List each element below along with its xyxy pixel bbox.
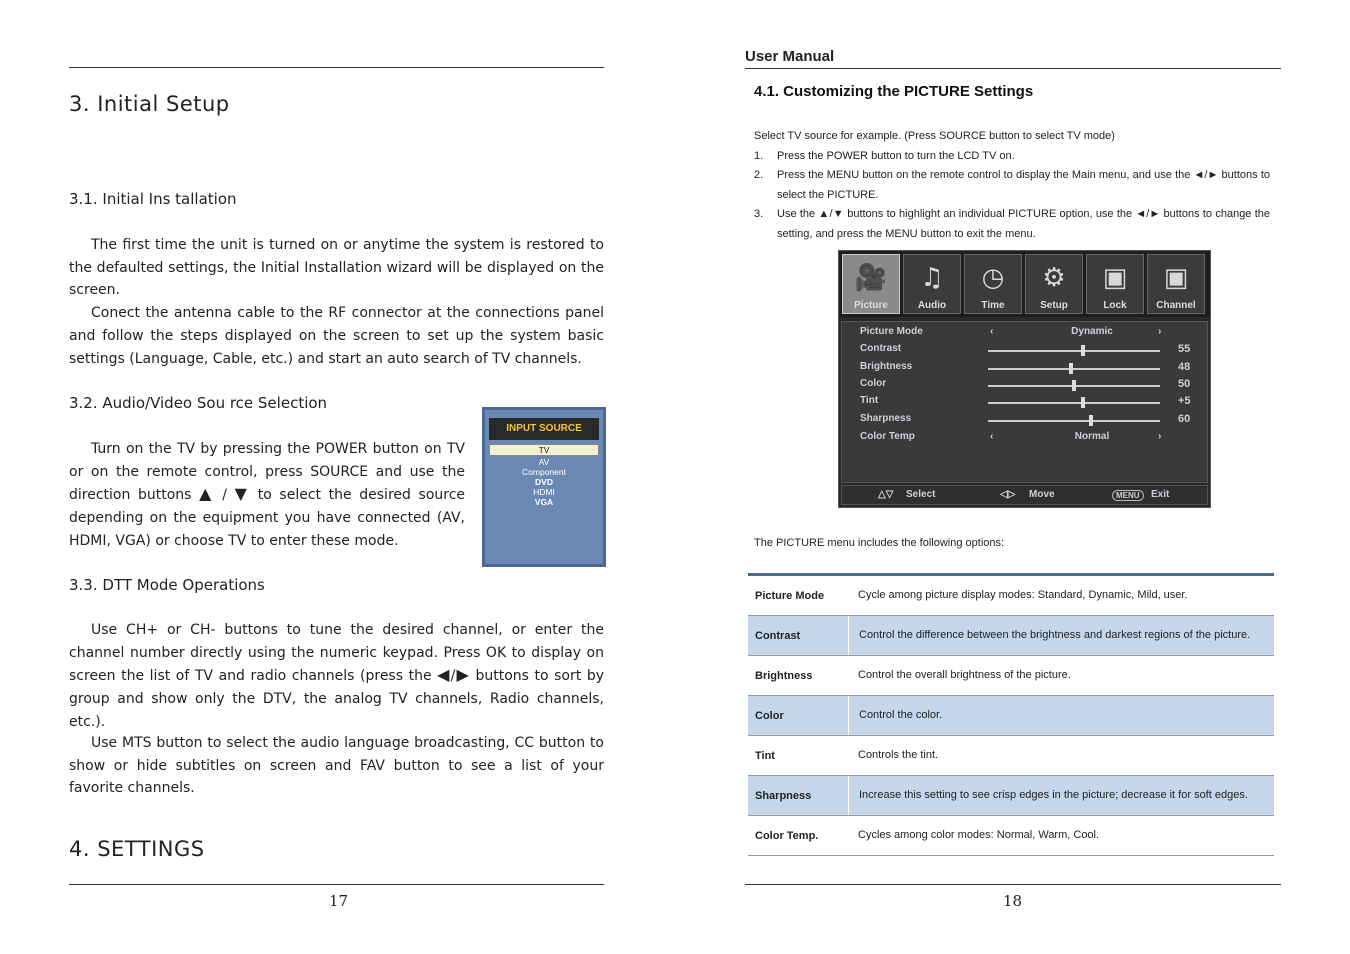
tv-menu-body [841, 321, 1208, 483]
option-description: Control the overall brightness of the picture. [858, 669, 1071, 681]
footer-menu-key: MENU [1112, 490, 1144, 501]
step-text: Press the MENU button on the remote control to display the Main menu, and use the ◄/► buttons to select the PICTURE. [777, 169, 1270, 201]
option-description: Cycle among picture display modes: Standard, Dynamic, Mild, user. [858, 589, 1188, 601]
tv-tab-label: Channel [1156, 300, 1196, 311]
tv-row-number: 55 [1178, 343, 1191, 355]
slider-knob [1072, 380, 1076, 391]
table-row [748, 776, 1274, 816]
lock-icon: ▣ [1102, 263, 1128, 293]
input-source-header: INPUT SOURCE [489, 418, 599, 440]
option-description: Increase this setting to see crisp edges in the picture; decrease it for soft edges. [848, 776, 1274, 815]
option-name: Brightness [755, 669, 813, 682]
table-row [748, 616, 1274, 656]
tv-row-number: +5 [1178, 395, 1191, 407]
tv-tab-label: Audio [917, 300, 947, 311]
step-item [754, 147, 1270, 167]
step-text: Use the ▲/▼ buttons to highlight an individual PICTURE option, use the ◄/► buttons to change the setting, and press the MENU button to exit the menu. [777, 208, 1270, 240]
section-3-3-text-2 [69, 732, 604, 800]
tv-row-label: Brightness [860, 361, 913, 372]
option-description: Control the color. [848, 696, 1274, 735]
tv-row-number: 48 [1178, 361, 1191, 373]
table-row [748, 576, 1274, 616]
tv-row-slider [860, 361, 1199, 378]
tv-menu-tab-bar [839, 251, 1210, 317]
chevron-left-icon: ‹ [990, 326, 994, 337]
tv-tab-label: Picture [854, 300, 888, 311]
tv-row-slider [860, 413, 1199, 430]
tv-row-slider [860, 378, 1199, 395]
input-source-option: DVD [535, 477, 553, 487]
option-name: Picture Mode [755, 589, 825, 602]
page-number-left: 17 [329, 892, 349, 910]
section-3-1-title: 3.1. Initial Ins tallation [69, 190, 237, 208]
section-3-2-title: 3.2. Audio/Video Sou rce Selection [69, 394, 328, 412]
bottom-rule-left [69, 884, 604, 885]
top-rule-right [745, 68, 1281, 69]
tv-row-color-temp [860, 431, 1199, 448]
footer-exit: Exit [1151, 489, 1170, 500]
option-description: Controls the tint. [858, 749, 939, 761]
tv-row-number: 60 [1178, 413, 1191, 425]
slider-track [988, 368, 1160, 370]
table-row [748, 816, 1274, 856]
tv-tab-label: Setup [1040, 300, 1068, 311]
chevron-right-icon: › [1158, 326, 1162, 337]
clock-icon: ◷ [981, 263, 1005, 293]
s33-para1-a: Use CH+ or CH- buttons to tune the desired channel, or enter the channel number directly using the numeric keypad. Press OK to display on screen the list of TV and radio channels (press the [69, 622, 604, 685]
intro-text: Select TV source for example. (Press SOURCE button to select TV mode) [754, 130, 1115, 142]
tv-tab-time [964, 254, 1022, 314]
slider-track [988, 402, 1160, 404]
tv-row-value: Normal [1074, 431, 1110, 442]
table-row [748, 696, 1274, 736]
tv-picture-menu-screenshot [838, 250, 1211, 508]
step-item [754, 205, 1270, 245]
slider-track [988, 420, 1160, 422]
footer-select: Select [906, 489, 936, 500]
chevron-right-icon: › [1158, 431, 1162, 442]
page-number-right: 18 [1003, 892, 1023, 910]
option-name: Color [755, 709, 784, 722]
input-source-option: VGA [534, 497, 554, 507]
s32-para-b: to select the desired source depending on the equipment you have connected (AV, HDMI, VGA) or choose TV to enter these mode. [69, 487, 466, 549]
input-source-option: Component [522, 467, 566, 477]
table-row [748, 736, 1274, 776]
tv-row-slider [860, 395, 1199, 412]
music-note-icon: ♫ [920, 263, 944, 293]
bottom-rule-right [745, 884, 1281, 885]
section-4-1-title: 4.1. Customizing the PICTURE Settings [754, 83, 1034, 100]
gear-icon: ⚙ [1042, 263, 1066, 293]
input-source-option: HDMI [533, 487, 555, 497]
tv-tab-label: Time [981, 300, 1005, 311]
slider-knob [1081, 397, 1085, 408]
picture-options-table [748, 573, 1274, 856]
option-name: Color Temp. [755, 829, 819, 842]
tv-row-label: Color Temp [860, 431, 915, 442]
option-name: Contrast [755, 629, 801, 642]
tv-row-label: Contrast [860, 343, 902, 354]
s31-para2: Conect the antenna cable to the RF connector at the connections panel and follow the steps displayed on the screen to set up the system basic settings (Language, Cable, etc.) and start an auto search of TV channels. [69, 305, 604, 367]
tv-tab-channel [1147, 254, 1205, 314]
tv-tab-lock [1086, 254, 1144, 314]
monitor-icon: ▣ [1163, 263, 1189, 293]
tv-menu-footer [841, 485, 1208, 505]
top-rule-left [69, 67, 604, 68]
s32-para-a: Turn on the TV by pressing the POWER button on TV or on the remote control, press SOURCE and use the direction buttons [69, 441, 465, 504]
step-text: Press the POWER button to turn the LCD TV on. [777, 150, 1015, 162]
option-name: Sharpness [755, 789, 812, 802]
step-number: 2. [754, 169, 764, 181]
tv-row-label: Picture Mode [860, 326, 923, 337]
tv-row-label: Tint [860, 395, 879, 406]
down-arrow-icon: ▼ [234, 484, 251, 504]
slider-knob [1089, 415, 1093, 426]
table-row [748, 656, 1274, 696]
right-arrow-icon: ▶ [455, 665, 470, 685]
option-description: Cycles among color modes: Normal, Warm, Cool. [858, 829, 1100, 841]
tv-tab-picture [842, 254, 900, 314]
chevron-left-icon: ‹ [990, 431, 994, 442]
tv-tab-setup [1025, 254, 1083, 314]
tv-tab-label: Lock [1103, 300, 1127, 311]
input-source-option: AV [538, 457, 550, 467]
section-3-3-title: 3.3. DTT Mode Operations [69, 576, 265, 594]
section-3-2-text: Turn on the TV by pressing the POWER button on TV or on the remote control, press SOURCE and use the direction buttons ▲ / ▼ to select the desired source depending on the equipment you have connected (AV, HDMI, VGA) or choose TV to enter these mode. [69, 441, 466, 549]
tv-row-picture-mode [860, 326, 1199, 343]
slider-knob [1069, 363, 1073, 374]
tv-row-label: Color [860, 378, 887, 389]
running-header: User Manual [745, 48, 835, 65]
tv-row-value: Dynamic [1071, 326, 1113, 337]
step-number: 3. [754, 208, 764, 220]
tv-row-number: 50 [1178, 378, 1191, 390]
section-3-3-text: Use CH+ or CH- buttons to tune the desired channel, or enter the channel number directly using the numeric keypad. Press OK to display on screen the list of TV and radio channels (press the ◀/▶ buttons to sort by group and show only the DTV, the analog TV channels, Radio channels, etc.). [69, 622, 604, 730]
s31-para1: The first time the unit is turned on or anytime the system is restored to the defaulted settings, the Initial Installation wizard will be displayed on the screen. [69, 237, 604, 299]
section-3-1-text [69, 234, 604, 370]
slider-track [988, 350, 1160, 352]
left-arrow-icon: ◀ [437, 665, 451, 685]
step-number: 1. [754, 150, 764, 162]
leftright-icon: ◁▷ [1000, 489, 1016, 500]
tv-row-slider [860, 343, 1199, 360]
s33-para2: Use MTS button to select the audio language broadcasting, CC button to show or hide subtitles on screen and FAV button to see a list of your favorite channels. [69, 735, 604, 797]
s33-para1-b: buttons to sort by group and show only the DTV, the analog TV channels, Radio channels, etc.). [69, 668, 604, 730]
footer-move: Move [1029, 489, 1055, 500]
table-intro: The PICTURE menu includes the following options: [754, 537, 1005, 549]
option-description: Control the difference between the brightness and darkest regions of the picture. [848, 616, 1274, 655]
tv-tab-audio [903, 254, 961, 314]
tv-row-label: Sharpness [860, 413, 912, 424]
up-arrow-icon: ▲ [199, 484, 215, 504]
camera-icon: 🎥 [854, 263, 888, 293]
section-3-title: 3. Initial Setup [69, 92, 230, 116]
slider-knob [1081, 345, 1085, 356]
updown-icon: △▽ [878, 489, 894, 500]
option-name: Tint [755, 749, 775, 762]
section-4-title: 4. SETTINGS [69, 837, 205, 861]
step-item [754, 166, 1270, 206]
input-source-options [489, 444, 599, 507]
input-source-option: TV [489, 444, 599, 456]
input-source-panel [482, 407, 606, 567]
